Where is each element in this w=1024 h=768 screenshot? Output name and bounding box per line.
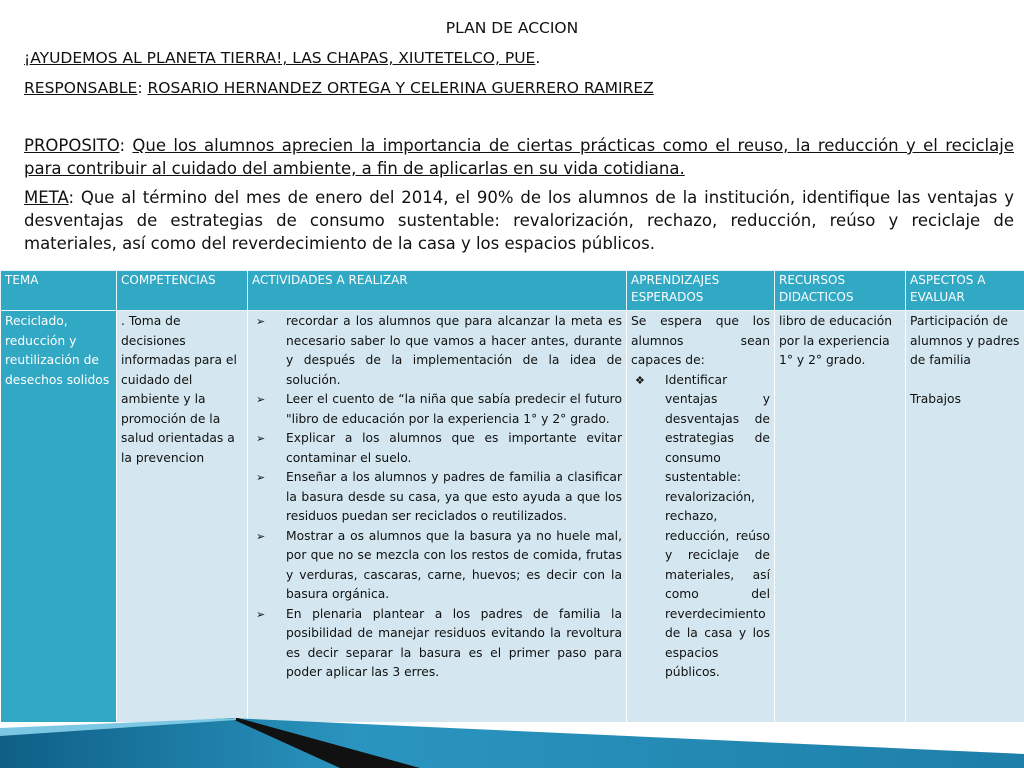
cell-tema: Reciclado, reducción y reutilización de desechos solidos [1, 311, 117, 723]
project-title-end: . [535, 49, 541, 67]
activity-item: ➢ Mostrar a os alumnos que la basura ya no huele mal, por que no se mezcla con los restos de comida, frutas y verduras, cascaras, carne, huevos; es decir con la basura orgánica. [256, 528, 622, 601]
cell-competencias: . Toma de decisiones informadas para el cuidado del ambiente y la promoción de la salud orientadas a la prevencion [117, 311, 248, 723]
meta-label: META [24, 188, 69, 207]
cell-recursos: libro de educación por la experiencia 1° y 2° grado. [775, 311, 906, 723]
responsable-label: RESPONSABLE [24, 79, 138, 97]
table-header-row [1, 271, 1024, 311]
responsable-value: ROSARIO HERNANDEZ ORTEGA Y CELERINA GUERRERO RAMIREZ [147, 79, 654, 97]
table-row [1, 311, 1024, 723]
page-title: PLAN DE ACCION [445, 19, 579, 37]
arrow-bullet-icon: ➢ [256, 529, 266, 543]
activity-item: ➢ Enseñar a los alumnos y padres de familia a clasificar la basura desde su casa, ya que esto ayuda a que los residuos puedan ser reciclados o reutilizados. [256, 470, 622, 523]
aprendizaje-item: ❖ Identificar ventajas y desventajas de estrategias de consumo sustentable: revalorización, rechazo, reducción, reúso y reciclaje de materiales, así como del reverdecimiento de la casa y los espacios públicos. [635, 372, 770, 679]
activity-item: ➢ Explicar a los alumnos que es importante evitar contaminar el suelo. [256, 431, 622, 465]
arrow-bullet-icon: ➢ [256, 432, 266, 445]
responsable-line [24, 78, 1014, 98]
action-plan-table [0, 270, 1024, 723]
proposito-label: PROPOSITO [24, 136, 120, 155]
aprendizajes-intro: Se espera que los alumnos sean capaces de: [631, 314, 770, 367]
responsable-sep: : [137, 79, 148, 97]
meta-text: : Que al término del mes de enero del 2014, el 90% de los alumnos de la institución, identifique las ventajas y desventajas de estrategias de consumo sustentable: revalorización, rechazo, reducción, reúso y reciclaje de materiales, así como del reverdecimiento de la casa y los espacios públicos. [24, 188, 1014, 253]
cell-actividades [248, 311, 627, 723]
header-tema: TEMA [1, 271, 117, 311]
cell-aspectos [906, 311, 1024, 723]
activity-item: ➢ En plenaria plantear a los padres de familia la posibilidad de manejar residuos evitando la revoltura es decir separar la basura es el primer paso para poder aplicar las 3 erres. [256, 606, 622, 679]
proposito-paragraph [24, 134, 1014, 180]
footer-decoration [0, 718, 1024, 768]
header-recursos: RECURSOS DIDACTICOS [775, 271, 906, 311]
activity-item: ➢ recordar a los alumnos que para alcanzar la meta es necesario saber lo que vamos a hacer antes, durante y después de la implementación de la idea de solución. [256, 314, 622, 387]
diamond-bullet-icon: ❖ [635, 373, 645, 387]
arrow-bullet-icon: ➢ [256, 393, 266, 406]
arrow-bullet-icon: ➢ [256, 471, 266, 484]
cell-aprendizajes [627, 311, 775, 723]
header-aspectos: ASPECTOS A EVALUAR [906, 271, 1024, 311]
project-title [24, 48, 1014, 68]
header-aprendizajes: APRENDIZAJES ESPERADOS [627, 271, 775, 311]
header-competencias: COMPETENCIAS [117, 271, 248, 311]
project-title-text: ¡AYUDEMOS AL PLANETA TIERRA!, LAS CHAPAS, XIUTETELCO, PUE [24, 49, 536, 67]
activities-list [252, 312, 622, 683]
aspecto-trabajos: Trabajos [910, 391, 961, 406]
activity-item: ➢ Leer el cuento de “la niña que sabía predecir el futuro "libro de educación por la experiencia 1° y 2° grado. [256, 392, 622, 426]
arrow-bullet-icon: ➢ [256, 607, 266, 621]
aprendizajes-list [631, 371, 770, 683]
header-actividades: ACTIVIDADES A REALIZAR [248, 271, 627, 311]
meta-paragraph [24, 186, 1014, 255]
proposito-text: Que los alumnos aprecien la importancia de ciertas prácticas como el reuso, la reducción y el reciclaje para contribuir al cuidado del ambiente, a fin de aplicarlas en su vida cotidiana. [24, 136, 1014, 178]
arrow-bullet-icon: ➢ [256, 315, 266, 328]
proposito-sep: : [119, 136, 133, 155]
aspecto-participacion: Participación de alumnos y padres de familia [910, 314, 1020, 367]
